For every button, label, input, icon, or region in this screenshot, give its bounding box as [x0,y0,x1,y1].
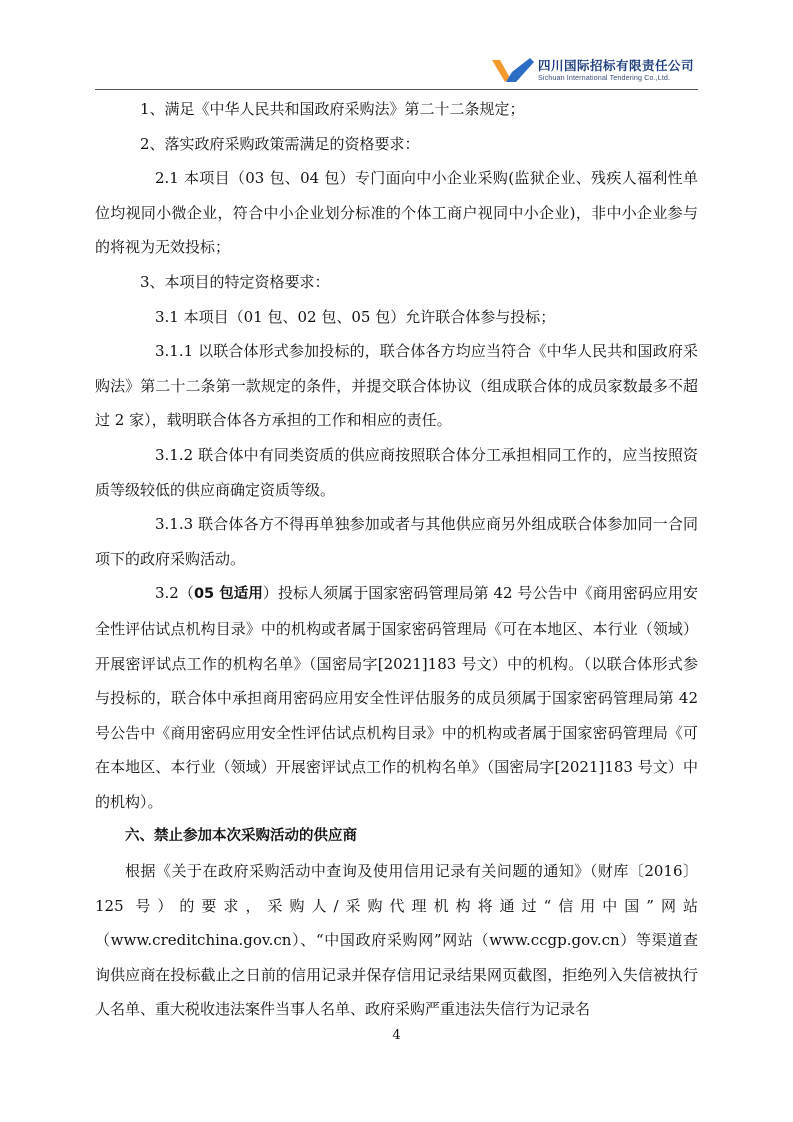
paragraph-requirement-2-1: 2.1 本项目（03 包、04 包）专门面向中小企业采购(监狱企业、残疾人福利性单位均视同小微企业，符合中小企业划分标准的个体工商户视同中小企业)，非中小企业参与的将视为无效投标； [95,169,698,257]
company-name [538,59,708,83]
paragraph-requirement-3: 3、本项目的特定资格要求： [140,272,330,291]
paragraph-section-6: 根据《关于在政府采购活动中查询及使用信用记录有关问题的通知》（财库〔2016〕125 号）的要求，采购人/采购代理机构将通过“信用中国”网站（www.creditchina.gov.cn）、“中国政府采购网”网站（www.ccgp.gov.cn）等渠道查询供应商在投标截止之日前的信用记录并保存信用记录结果网页截图，拒绝列入失信被执行人名单、重大税收违法案件当事人名单、政府采购严重违法失信行为记录名 [95,862,698,1019]
paragraph-requirement-3-2 [95,576,698,819]
paragraph-requirement-3-1-2: 3.1.2 联合体中有同类资质的供应商按照联合体分工承担相同工作的，应当按照资质等级较低的供应商确定资质等级。 [95,445,698,499]
paragraph-requirement-3-1-1: 3.1.1 以联合体形式参加投标的，联合体各方均应当符合《中华人民共和国政府采购法》第二十二条第一款规定的条件，并提交联合体协议（组成联合体的成员家数最多不超过 2 家），载明联合体各方承担的工作和相应的责任。 [95,342,698,430]
company-name-cn: 四川国际招标有限责任公司 [538,58,695,73]
paragraph-requirement-1: 1、满足《中华人民共和国政府采购法》第二十二条规定； [140,100,525,118]
paragraph-requirement-3-1-3: 3.1.3 联合体各方不得再单独参加或者与其他供应商另外组成联合体参加同一合同项下的政府采购活动。 [95,515,698,568]
company-logo-icon [490,56,536,84]
paragraph-requirement-3-1: 3.1 本项目（01 包、02 包、05 包）允许联合体参与投标； [155,307,556,326]
paragraph-3-2-prefix: 3.2（ [155,584,194,603]
header-divider [95,89,698,90]
document-body [95,92,698,1027]
page-number: 4 [392,1028,401,1043]
company-name-en: Sichuan International Tendering Co.,Ltd. [538,73,671,82]
paragraph-requirement-2: 2、落实政府采购政策需满足的资格要求： [140,134,420,153]
paragraph-3-2-text: ）投标人须属于国家密码管理局第 42 号公告中《商用密码应用安全性评估试点机构目录》中的机构或者属于国家密码管理局《可在本地区、本行业（领域）开展密评试点工作的机构名单》（国密局字[2021]183 号文）中的机构。（以联合体形式参与投标的，联合体中承担商用密码应用安全性评估服务的成员须属于国家密码管理局第 42 号公告中《商用密码应用安全性评估试点机构目录》中的机构或者属于国家密码管理局《可在本地区、本行业（领域）开展密评试点工作的机构名单》（国密局字[2021]183 号文）中的机构）。 [95,584,698,811]
section-heading-6: 六、禁止参加本次采购活动的供应商 [125,828,357,845]
paragraph-3-2-scope: 05 包适用 [193,586,263,603]
page-header [0,0,793,90]
